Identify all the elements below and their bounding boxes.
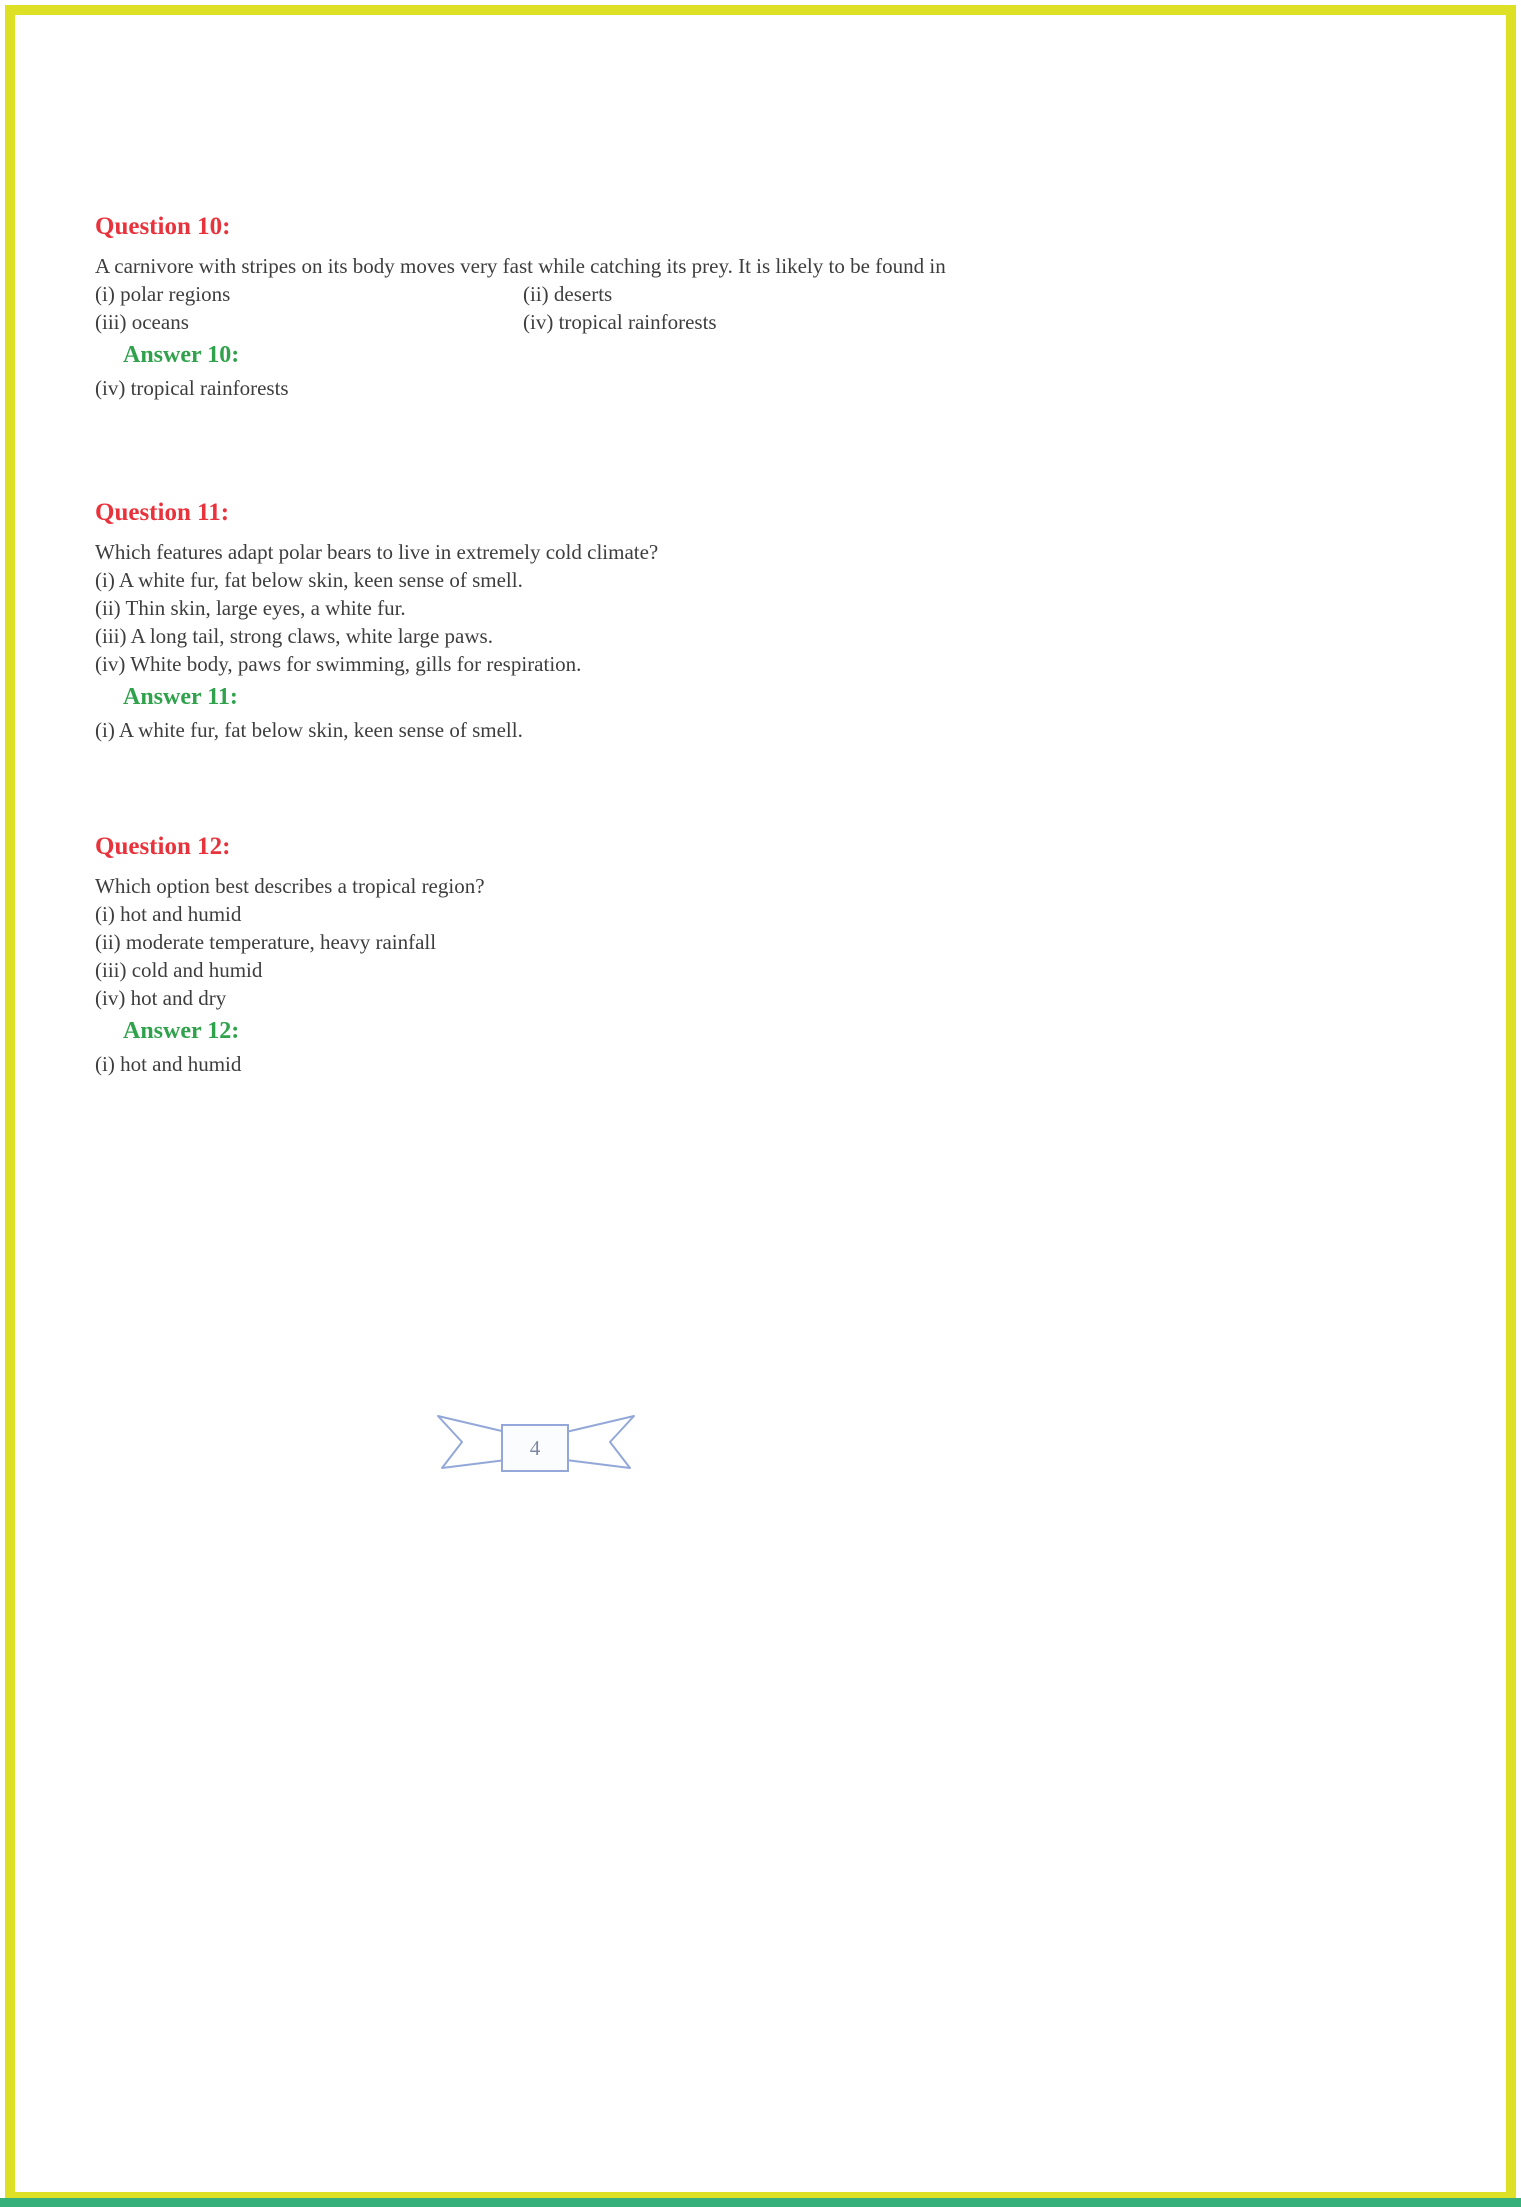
option-iii: (iii) A long tail, strong claws, white large paws. [95,624,493,648]
question-11-block [95,498,1345,744]
option-iii: (iii) oceans [95,310,189,334]
question-text: A carnivore with stripes on its body moves very fast while catching its prey. It is likely to be found in [95,254,946,278]
question-text: Which option best describes a tropical region? [95,874,485,898]
options-list [95,900,1345,1012]
option-iv: (iv) hot and dry [95,986,227,1010]
option-iii: (iii) cold and humid [95,958,263,982]
options-grid [95,280,1345,336]
option-iv: (iv) tropical rainforests [523,310,717,334]
option-i: (i) A white fur, fat below skin, keen sense of smell. [95,568,523,592]
question-heading: Question 12: [95,833,231,860]
question-heading: Question 11: [95,499,230,526]
answer-text: (iv) tropical rainforests [95,376,289,400]
bottom-accent-strip [0,2198,1521,2207]
answer-heading: Answer 11: [123,684,238,710]
option-iv: (iv) White body, paws for swimming, gills for respiration. [95,652,582,676]
answer-text: (i) A white fur, fat below skin, keen sense of smell. [95,718,523,742]
answer-text: (i) hot and humid [95,1052,242,1076]
option-i: (i) polar regions [95,282,231,306]
page-number: 4 [529,1435,541,1460]
option-ii: (ii) Thin skin, large eyes, a white fur. [95,596,406,620]
answer-heading: Answer 12: [123,1018,240,1044]
options-list [95,566,1345,678]
answer-heading: Answer 10: [123,342,240,368]
option-ii: (ii) moderate temperature, heavy rainfall [95,930,437,954]
page-content [95,212,1345,1078]
question-10-block [95,212,1345,402]
question-12-block [95,832,1345,1078]
option-i: (i) hot and humid [95,902,242,926]
question-text: Which features adapt polar bears to live in extremely cold climate? [95,540,659,564]
option-ii: (ii) deserts [523,282,613,306]
page-number-ribbon [430,1410,642,1476]
question-heading: Question 10: [95,213,231,240]
